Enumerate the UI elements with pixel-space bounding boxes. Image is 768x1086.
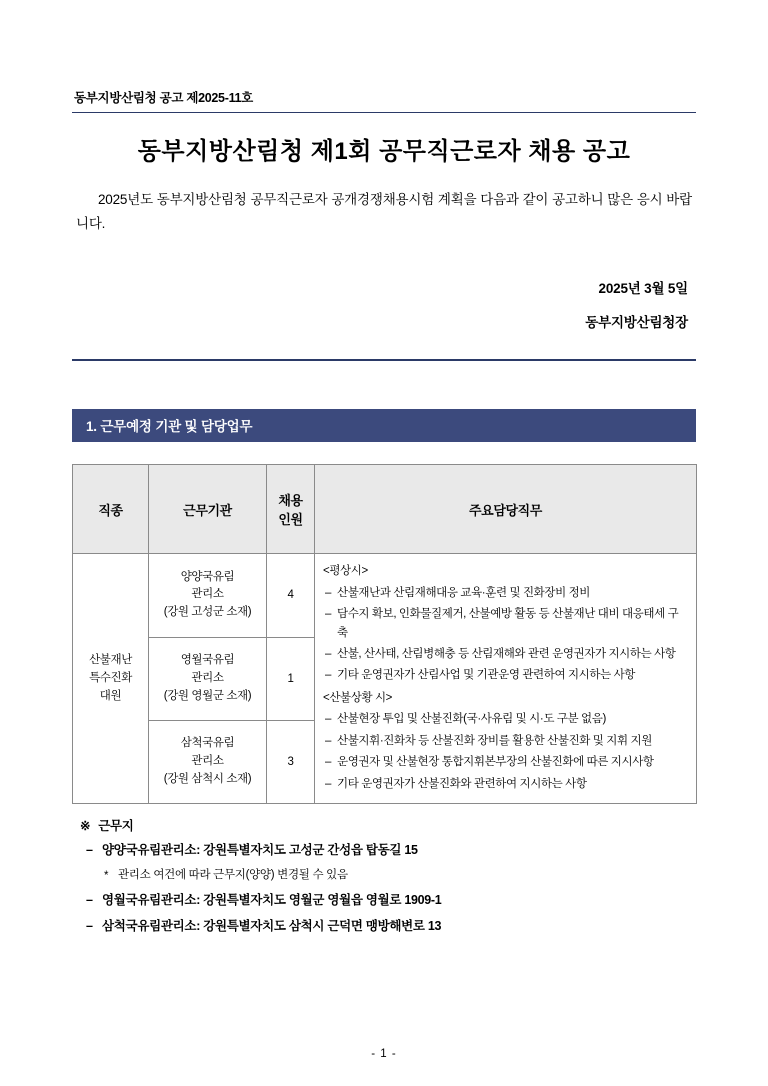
list-item: – 담수지 확보, 인화물질제거, 산불예방 활동 등 산불재난 대비 대응태세 구축 — [323, 605, 688, 642]
table-header-row — [73, 465, 697, 554]
column-header-duties: 주요담당직무 — [315, 465, 697, 554]
cell-hire-count: 1 — [267, 637, 315, 720]
announcement-date: 2025년 3월 5일 — [598, 281, 688, 297]
list-item: – 영월국유림관리소: 강원특별자치도 영월군 영월읍 영월로 1909-1 — [72, 891, 696, 910]
job-type-line-2: 특수진화 — [89, 671, 132, 684]
organization-name-line2: 관리소 — [191, 754, 224, 767]
cell-hire-count: 3 — [267, 720, 315, 803]
cell-hire-count: 4 — [267, 554, 315, 637]
list-item: * 관리소 여건에 따라 근무지(양양) 변경될 수 있음 — [72, 867, 696, 884]
list-item: – 산불, 산사태, 산림병해충 등 산림재해와 관련 운영권자가 지시하는 사항 — [323, 645, 688, 663]
document-number: 동부지방산림청 공고 제2025-11호 — [74, 91, 253, 105]
cell-organization — [149, 637, 267, 720]
job-type-line-3: 대원 — [99, 689, 122, 702]
column-header-count — [267, 465, 315, 554]
duties-fire-list — [323, 710, 688, 793]
organization-name-line2: 관리소 — [191, 588, 224, 601]
intro-paragraph: 2025년도 동부지방산림청 공무직근로자 공개경쟁채용시험 계획을 다음과 같이 공고하니 많은 응시 바랍니다. — [76, 192, 692, 231]
column-header-count-line1: 채용 — [278, 493, 303, 509]
workplace-notes — [72, 816, 696, 936]
list-item: – 산불지휘·진화차 등 산불진화 장비를 활용한 산불진화 및 지휘 지원 — [323, 732, 688, 750]
list-item: – 기타 운영권자가 산불진화와 관련하여 지시하는 사항 — [323, 775, 688, 793]
notes-list — [72, 841, 696, 936]
cell-organization — [149, 554, 267, 637]
cell-job-type — [73, 554, 149, 804]
duties-normal-label: <평상시> — [323, 565, 368, 578]
organization-location: (강원 삼척시 소재) — [163, 772, 252, 785]
page-number: - 1 - — [371, 1048, 397, 1060]
cell-duties — [315, 554, 697, 804]
column-header-organization: 근무기관 — [149, 465, 267, 554]
section-divider-rule — [72, 359, 696, 361]
cell-organization — [149, 720, 267, 803]
table-header — [73, 465, 697, 554]
job-type-line-1: 산불재난 — [89, 653, 132, 666]
duties-fire-label: <산불상황 시> — [323, 691, 392, 704]
list-item: – 산불재난과 산림재해대응 교육·훈련 및 진화장비 정비 — [323, 584, 688, 602]
page-title: 동부지방산림청 제1회 공무직근로자 채용 공고 — [137, 138, 631, 165]
organization-name-line1: 삼척국유림 — [180, 737, 235, 750]
list-item: – 삼척국유림관리소: 강원특별자치도 삼척시 근덕면 맹방해변로 13 — [72, 917, 696, 936]
title-top-rule — [72, 112, 696, 113]
notes-title — [80, 816, 696, 834]
organization-name-line1: 양양국유림 — [180, 570, 235, 583]
list-item: – 양양국유림관리소: 강원특별자치도 고성군 간성읍 탑동길 15 — [72, 841, 696, 860]
column-header-count-line2: 인원 — [278, 512, 303, 528]
organization-name-line1: 영월국유림 — [180, 653, 235, 666]
organization-name-line2: 관리소 — [191, 671, 224, 684]
organization-location: (강원 고성군 소재) — [163, 606, 252, 619]
list-item: – 산불현장 투입 및 산불진화(국·사유림 및 시·도 구분 없음) — [323, 710, 688, 728]
list-item: – 기타 운영권자가 산림사업 및 기관운영 관련하여 지시하는 사항 — [323, 666, 688, 684]
list-item: – 운영권자 및 산불현장 통합지휘본부장의 산불진화에 따른 지시사항 — [323, 753, 688, 771]
column-header-job-type: 직종 — [73, 465, 149, 554]
signer-name: 동부지방산림청장 — [585, 315, 688, 331]
work-assignment-table — [72, 464, 697, 804]
notes-title-text: 근무지 — [98, 819, 134, 834]
section-1-heading: 1. 근무예정 기관 및 담당업무 — [72, 409, 696, 442]
organization-location: (강원 영월군 소재) — [163, 689, 252, 702]
reference-mark-icon: ※ — [80, 819, 91, 834]
table-row — [73, 554, 697, 637]
duties-normal-list — [323, 584, 688, 685]
table-body — [73, 554, 697, 804]
